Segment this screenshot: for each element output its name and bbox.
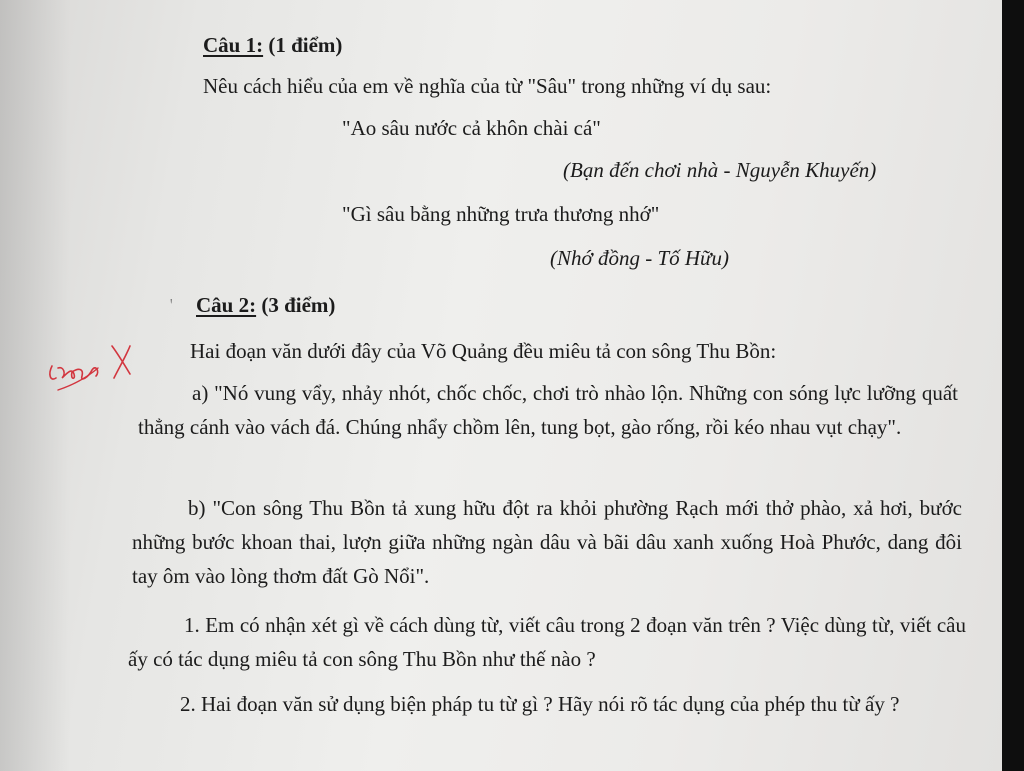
q2-task-2: 2. Hai đoạn văn sử dụng biện pháp tu từ gì ? Hãy nói rõ tác dụng của phép thu từ ấy ?	[180, 692, 900, 716]
dark-edge	[1002, 0, 1024, 771]
q2-paragraph-b: b) "Con sông Thu Bồn tả xung hữu đột ra khỏi phường Rạch mới thở phào, xả hơi, bước những bước khoan thai, lượn giữa những ngàn dâu và bãi dâu xanh xuống Hoà Phước, dang đôi tay ôm vào lòng thơm đất Gò Nổi".	[132, 496, 962, 588]
q1-source-2: (Nhớ đồng - Tố Hữu)	[550, 246, 729, 270]
q1-points: (1 điểm)	[268, 33, 343, 57]
q2-intro: Hai đoạn văn dưới đây của Võ Quảng đều miêu tả con sông Thu Bồn:	[190, 339, 777, 363]
q1-quote-2: "Gì sâu bằng những trưa thương nhớ"	[342, 202, 660, 226]
handwritten-mark	[40, 338, 150, 408]
q2-task-1: 1. Em có nhận xét gì về cách dùng từ, viết câu trong 2 đoạn văn trên ? Việc dùng từ, viết câu ấy có tác dụng miêu tả con sông Thu Bồn như thế nào ?	[128, 613, 966, 671]
q1-prompt: Nêu cách hiểu của em về nghĩa của từ "Sâu" trong những ví dụ sau:	[203, 74, 772, 98]
q2-points: (3 điểm)	[261, 293, 336, 317]
q1-quote-1: "Ao sâu nước cả khôn chài cá"	[342, 116, 601, 140]
q2-heading	[196, 295, 335, 316]
q1-title: Câu 1:	[203, 33, 264, 57]
margin-tick: ꞌ	[170, 297, 173, 312]
q2-paragraph-a: a) "Nó vung vẩy, nhảy nhót, chốc chốc, chơi trò nhào lộn. Những con sóng lực lưỡng quất thẳng cánh vào vách đá. Chúng nhẩy chồm lên, tung bọt, gào rống, rồi kéo nhau vụt chạy".	[138, 381, 958, 439]
q1-source-1: (Bạn đến chơi nhà - Nguyễn Khuyến)	[563, 158, 877, 182]
q2-title: Câu 2:	[196, 293, 257, 317]
q1-heading	[203, 35, 342, 56]
